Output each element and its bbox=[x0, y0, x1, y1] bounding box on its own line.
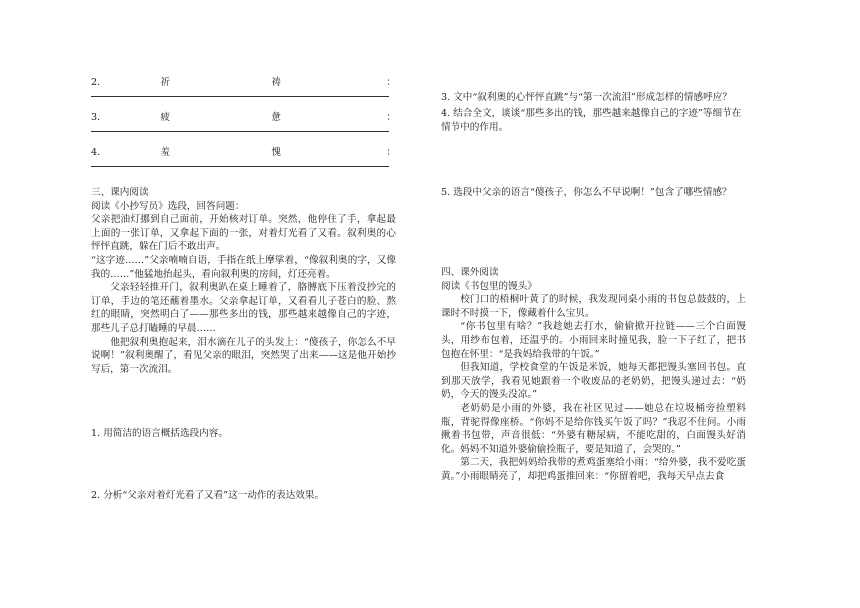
vocab-char-1: 疲 bbox=[160, 112, 170, 123]
question-5: 5. 选段中父亲的语言“傻孩子，你怎么不早说啊！”包含了哪些情感？ bbox=[441, 187, 732, 198]
section-heading: 三、课内阅读 bbox=[91, 187, 149, 198]
question-2: 2. 分析“父亲对着灯光看了又看”这一动作的表达效果。 bbox=[91, 490, 325, 501]
section-4 bbox=[441, 266, 746, 484]
passage-paragraph: 但我知道，学校食堂的午饭是米饭，她每天都把馒头塞回书包。直到那天放学，我看见她跟着一个收废品的老奶奶，把馒头递过去：“奶奶，今天的馒头没凉。” bbox=[441, 362, 746, 401]
passage-paragraph: 老奶奶是小雨的外婆，我在社区见过——她总在垃圾桶旁捡塑料瓶，背驼得像座桥。“你妈不是给你钱买午饭了吗？”我忍不住问。小雨揪着书包带，声音很低：“外婆有糖尿病，不能吃甜的，白面馒头好消化。妈妈不知道外婆偷偷捡瓶子，要是知道了，会哭的。” bbox=[441, 402, 746, 455]
vocab-char-2: 惫 bbox=[271, 112, 282, 123]
vocab-item-3 bbox=[91, 111, 396, 132]
passage-paragraph: 父亲把油灯挪到自己面前，开始核对订单。突然，他停住了手，拿起最上面的一张订单，又拿起下面的一张，对着灯光看了又看。叙利奥的心怦怦直跳，躲在门后不敢出声。 bbox=[91, 214, 396, 253]
passage-paragraph: 校门口的梧桐叶黄了的时候，我发现同桌小雨的书包总鼓鼓的，上课时不时摸一下，像藏着什么宝贝。 bbox=[441, 294, 746, 319]
vocab-number: 4. bbox=[91, 147, 101, 158]
passage-paragraph: 第二天，我把妈妈给我带的煮鸡蛋塞给小雨：“给外婆，我不爱吃蛋黄。”小雨眼睛亮了，却把鸡蛋推回来：“你留着吧，我每天早点去食 bbox=[441, 457, 746, 482]
section-heading: 四、课外阅读 bbox=[441, 267, 499, 278]
vocab-char-2: 祷 bbox=[271, 77, 282, 88]
vocab-colon: ： bbox=[386, 77, 396, 88]
vocab-char-2: 愧 bbox=[271, 147, 282, 158]
vocab-item-4 bbox=[91, 146, 396, 167]
answer-line[interactable] bbox=[91, 96, 389, 97]
question-4: 4. 结合全文，谈谈“那些多出的钱，那些越来越像自己的字迹”等细节在情节中的作用。 bbox=[441, 108, 742, 133]
answer-line[interactable] bbox=[91, 166, 389, 167]
vocab-char-1: 羞 bbox=[160, 147, 170, 158]
question-3: 3. 文中“叙利奥的心怦怦直跳”与“第一次流泪”形成怎样的情感呼应？ bbox=[441, 92, 732, 103]
answer-line[interactable] bbox=[91, 131, 389, 132]
section-3 bbox=[91, 186, 396, 376]
reading-intro: 阅读《小抄写员》选段，回答问题： bbox=[91, 200, 245, 212]
passage-paragraph: “这字迹……”父亲喃喃自语，手指在纸上摩挲着，“像叙利奥的字，又像我的……”他猛地抬起头，看向叙利奥的房间，灯还亮着。 bbox=[91, 254, 396, 280]
passage-paragraph: 父亲轻轻推开门，叙利奥趴在桌上睡着了，胳膊底下压着没抄完的订单，手边的笔还蘸着墨水。父亲拿起订单，又看看儿子苍白的脸、熬红的眼睛，突然明白了——那些多出的钱，那些越来越像自己的字迹，那些儿子总打瞌睡的早晨…… bbox=[91, 282, 396, 334]
question-1: 1. 用简洁的语言概括选段内容。 bbox=[91, 428, 228, 439]
vocab-colon: ： bbox=[386, 112, 396, 123]
vocab-item-2 bbox=[91, 76, 396, 97]
passage-paragraph: 他把叙利奥抱起来，泪水滴在儿子的头发上：“傻孩子，你怎么不早说啊！”叙利奥醒了，看见父亲的眼泪，突然哭了出来——这是他开始抄写后，第一次流泪。 bbox=[91, 336, 396, 375]
passage-paragraph: “你书包里有啥？”我趁她去打水，偷偷掀开拉链——三个白面馒头，用纱布包着，还温乎的。小雨回来时撞见我，脸一下子红了，把书包抱在怀里：“是我妈给我带的午饭。” bbox=[441, 321, 746, 360]
vocab-number: 2. bbox=[91, 77, 101, 88]
vocab-number: 3. bbox=[91, 112, 101, 123]
vocab-colon: ： bbox=[386, 147, 396, 158]
reading-intro: 阅读《书包里的馒头》 bbox=[441, 280, 537, 292]
vocab-char-1: 祈 bbox=[160, 77, 170, 88]
